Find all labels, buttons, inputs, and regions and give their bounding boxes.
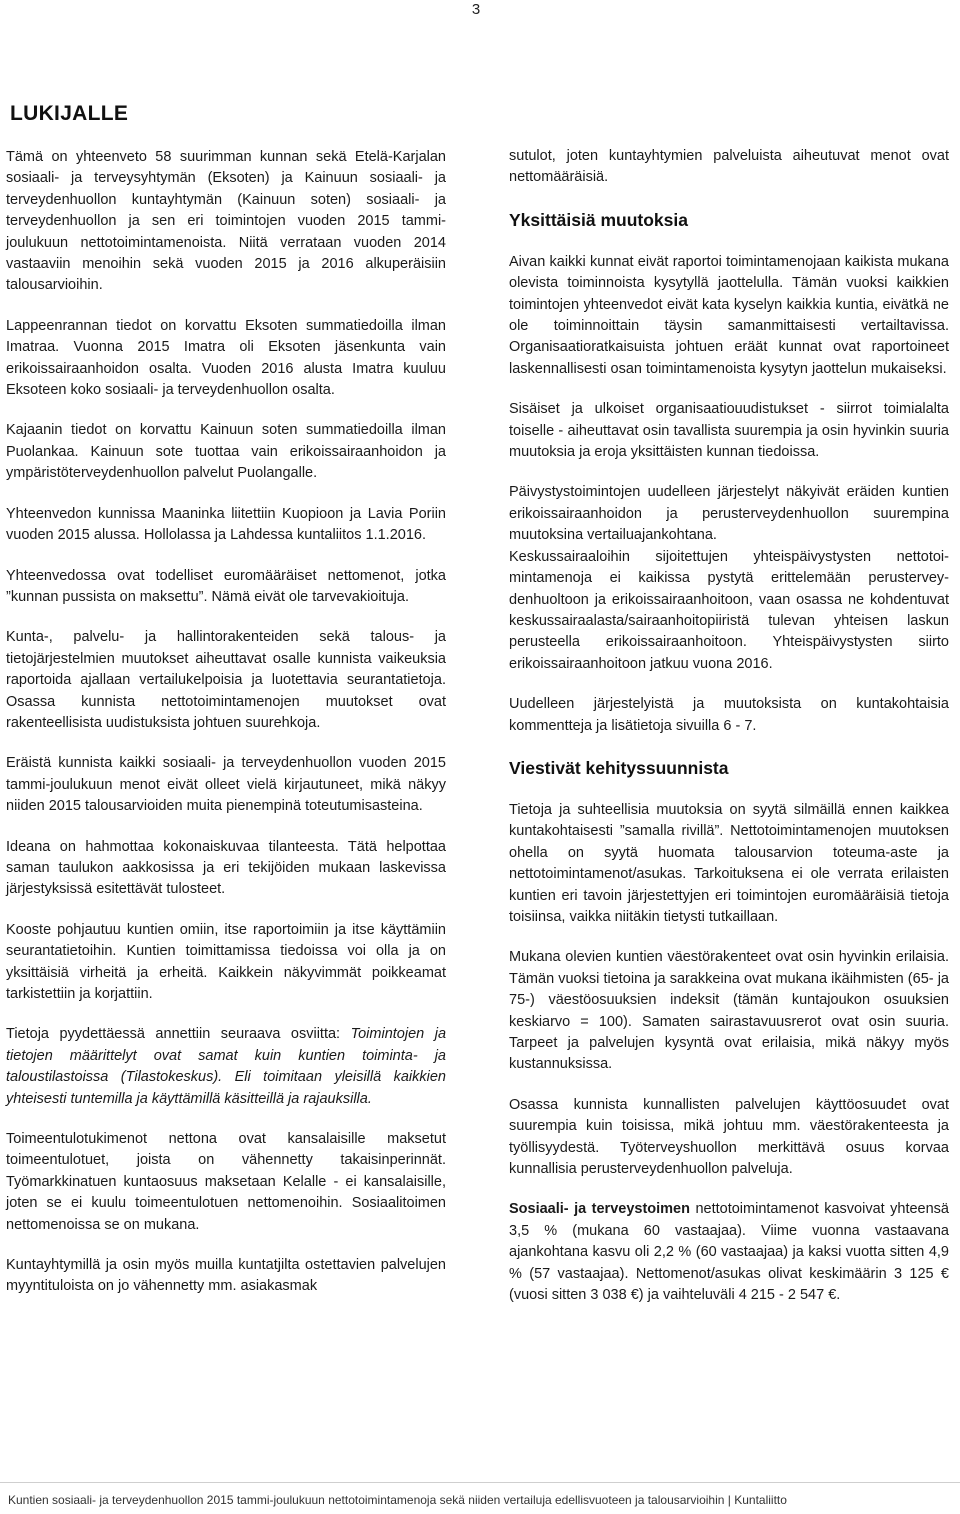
data-source-paragraph: Kooste pohjautuu kuntien omiin, itse raportoimiin ja itse käyttämiin seurantatietoihin. Kuntien toimittamissa tiedoissa voi olla ja on yksittäisiä virheitä ja erheitä. Kaikkein näkyvimmät poikkeamat tarkistettiin ja korjattiin. xyxy=(6,921,446,1002)
social-health-figures: nettotoimintamenot kasvoivat yhteensä 3,5 % (mukana 60 vastaajaa). Viime vuonna vastaavana ajankohtana kasvu oli 2,2 % (60 vastaajaa) ja kaksi vuotta sitten 4,9 % (57 vastaajaa). Nettomenot/asukas olivat keskimäärin 3 125 € (vuosi sitten 3 038 €) ja vaihteluväli 4 215 - 2 547 €. xyxy=(509,1201,949,1304)
continued-paragraph: sutulot, joten kuntayhtymien palveluista aiheutuvat menot ovat nettomääräisiä. xyxy=(509,148,949,186)
section-heading-individual-changes: Yksittäisiä muutoksia xyxy=(509,209,688,230)
reorganisation-paragraph: Sisäiset ja ulkoiset organisaatiouudistukset - siirrot toimialalta toiselle - aiheuttavat osin tavallista suurempia ja osin hyvinkin suuria muutoksia ja eroja yksittäisten kunnan tiedoissa. xyxy=(509,401,949,461)
page-title: LUKIJALLE xyxy=(10,102,129,125)
social-health-summary-paragraph xyxy=(509,1199,949,1306)
emergency-services-paragraph: Päivystystoimintojen uudelleen järjestelyt näkyivät eräiden kuntien erikoissairaanhoidon ja perusterveydenhuollon suurempina muutoksina vertailuajankohtana. xyxy=(509,484,949,544)
comments-paragraph: Uudelleen järjestelyistä ja muutoksista on kuntakohtaisia kommentteja ja lisätietoja sivuilla 6 - 7. xyxy=(509,696,949,734)
intro-paragraph: Tämä on yhteenveto 58 suurimman kunnan sekä Etelä-Karjalan sosiaali- ja terveysyhtymän (Eksoten) ja Kainuun sosiaali- ja terveydenhuollon kuntayhtymän (Kainuun soten) sosiaali- ja terveydenhuollon ja sen eri toimintojen vuoden 2015 tammi-joulukuun nettotoimintamenoista. Niitä verrataan vuoden 2014 vastaaviin menoihin sekä vuoden 2015 ja 2016 alkuperäisiin talousarvioihin. xyxy=(6,149,446,294)
income-support-paragraph: Toimeentulotukimenot nettona ovat kansalaisille maksetut toimeentulotuet, joista on vähennetty takaisinperinnät. Työmarkkinatuen kuntaosuus maksetaan Kelalle - ei kansalaisille, joten se ei kuulu toimeentulotuen nettomenoihin. Sosiaalitoimen nettomenoissa se on mukana. xyxy=(6,1131,446,1233)
guidance-quote: Toimintojen ja tietojen määrittelyt ovat samat kuin kuntien toiminta- ja taloustilastoissa (Tilastokeskus). Eli toimitaan yleisillä kaikkien yhteisesti tuntemilla ja käyttämillä käsitteillä ja rajauksilla. xyxy=(6,1026,447,1107)
social-health-label: Sosiaali- ja terveystoimen xyxy=(509,1201,690,1218)
joint-authority-paragraph: Kuntayhtymillä ja osin myös muilla kuntatjilta ostettavien palvelujen myyntituloista on jo vähennetty mm. asiakasmak xyxy=(6,1257,446,1295)
population-structure-paragraph: Mukana olevien kuntien väestörakenteet ovat osin hyvinkin erilaisia. Tämän vuoksi tietoina ja sarakkeina ovat mukana ikäihmisten (65- ja 75-) väestöosuuksien indeksit (tämän kuntajoukon osuuksien keskiarvo = 100). Samaten sairastavuusrerot ovat osin suuria. Tarpeet ja palvelujen kysyntä ovat erilaisia, mikä näkyy myös kustannuksissa. xyxy=(509,949,949,1073)
joint-emergency-paragraph: Keskussairaaloihin sijoitettujen yhteispäivystysten nettotoimintamenoja ei kaikissa pystytä erittelemään perusterveydenhuoltoon ja erikoissairaanhoitoon, vaan osassa ne kohdentuvat keskussairaalasta/sairaanhoitopiiristä tulevan yhteisen laskun perusteella erikoissairaanhoitoon. Yhteispäivystysten siirto erikoissairaanhoitoon jatkuu vuona 2016. xyxy=(509,548,949,672)
unrecorded-expenses-paragraph: Eräistä kunnista kaikki sosiaali- ja terveydenhuollon vuoden 2015 tammi-joulukuun menot eivät olleet vielä kirjautuneet, mikä näkyy niiden 2015 talousarvioiden muita pienempinä toteutumisasteina. xyxy=(6,755,446,815)
reporting-paragraph: Aivan kaikki kunnat eivät raportoi toimintamenojaan kaikista mukana olevista toiminnoista kysytyllä jaottelulla. Tämän vuoksi kaikkien toimintojen yhteenvedot eivät kata kyselyn kaikkia kuntia, eivätkä ne ole toiminnoittain täysin samanmittaisesti vertailtavissa. Organisaatioratkaisuista johtuen eräät kunnat ovat raportoineet laskennallisesti osan toimintamenoista kysytyn jaottelun mukaiseksi. xyxy=(509,253,949,377)
right-column xyxy=(509,146,949,1306)
left-column xyxy=(6,147,446,1298)
page-footer: Kuntien sosiaali- ja terveydenhuollon 2015 tammi-joulukuun nettotoimintamenoja sekä niiden vertailuja edellisvuoteen ja talousarvioihin | Kuntaliitto xyxy=(8,1493,787,1507)
lappeenranta-paragraph: Lappeenrannan tiedot on korvattu Eksoten summatiedoilla ilman Imatraa. Vuonna 2015 Imatra oli Eksoten jäsenkunta vain erikoissairaanhoidon osalta. Vuoden 2016 alusta Imatra kuuluu Eksoteen koko sosiaali- ja terveydenhuollon osalta. xyxy=(6,317,446,399)
net-expenses-paragraph: Yhteenvedossa ovat todelliset euromääräiset nettomenot, jotka ”kunnan pussista on maksettu”. Nämä eivät ole tarvevakioituja. xyxy=(6,567,446,605)
page-number: 3 xyxy=(471,1,481,18)
section-heading-trends: Viestivät kehityssuunnista xyxy=(509,757,729,778)
overview-idea-paragraph: Ideana on hahmottaa kokonaiskuvaa tilanteesta. Tätä helpottaa saman taulukon aakkosissa ja eri tekijöiden mukaan laskevissa järjestyksissä esitettävät tulosteet. xyxy=(6,838,446,898)
service-usage-paragraph: Osassa kunnista kunnallisten palvelujen käyttöosuudet ovat suurempia kuin toisissa, mikä johtuu mm. väestörakenteesta ja työllisyydestä. Työterveyshuollon merkittävä osuus korvaa kunnallisia perusterveydenhuollon palveluja. xyxy=(509,1096,949,1178)
footer-divider xyxy=(0,1482,960,1483)
municipal-mergers-paragraph: Yhteenvedon kunnissa Maaninka liitettiin Kuopioon ja Lavia Poriin vuoden 2015 alussa. Hollolassa ja Lahdessa kuntaliitos 1.1.2016. xyxy=(6,505,446,544)
row-comparison-paragraph: Tietoja ja suhteellisia muutoksia on syytä silmäillä ennen kaikkea kuntakohtaisesti ”samalla rivillä”. Nettotoimintamenojen muutoksen ohella on syytä huomata talousarvion toteuma-aste ja nettotoimintamenot/asukas. Tarkoituksena ei ole verrata erilaisten kuntien eri tavoin järjestettyjen eri toimintojen euromääräisiä tietoja toisiinsa, vaikka niitäkin tietysti tutkaillaan. xyxy=(509,801,949,925)
guidance-paragraph xyxy=(6,1024,446,1110)
guidance-intro: Tietoja pyydettäessä annettiin seuraava osviitta: xyxy=(6,1026,351,1043)
structural-changes-paragraph: Kunta-, palvelu- ja hallintorakenteiden sekä talous- ja tietojärjestelmien muutokset aiheuttavat osalle kunnista vaikeuksia raportoida ajallaan vertailukelpoisia ja luotettavia seurantatietoja. Osassa kunnista nettotoimintamenojen muutokset ovat rakenteellisista uudistuksista johtuen suurehkoja. xyxy=(6,629,446,731)
kajaani-paragraph: Kajaanin tiedot on korvattu Kainuun soten summatiedoilla ilman Puolankaa. Kainuun sote tuottaa vain erikoissairaanhoidon ja ympäristöterveydenhuollon palvelut Puolangalle. xyxy=(6,422,446,482)
